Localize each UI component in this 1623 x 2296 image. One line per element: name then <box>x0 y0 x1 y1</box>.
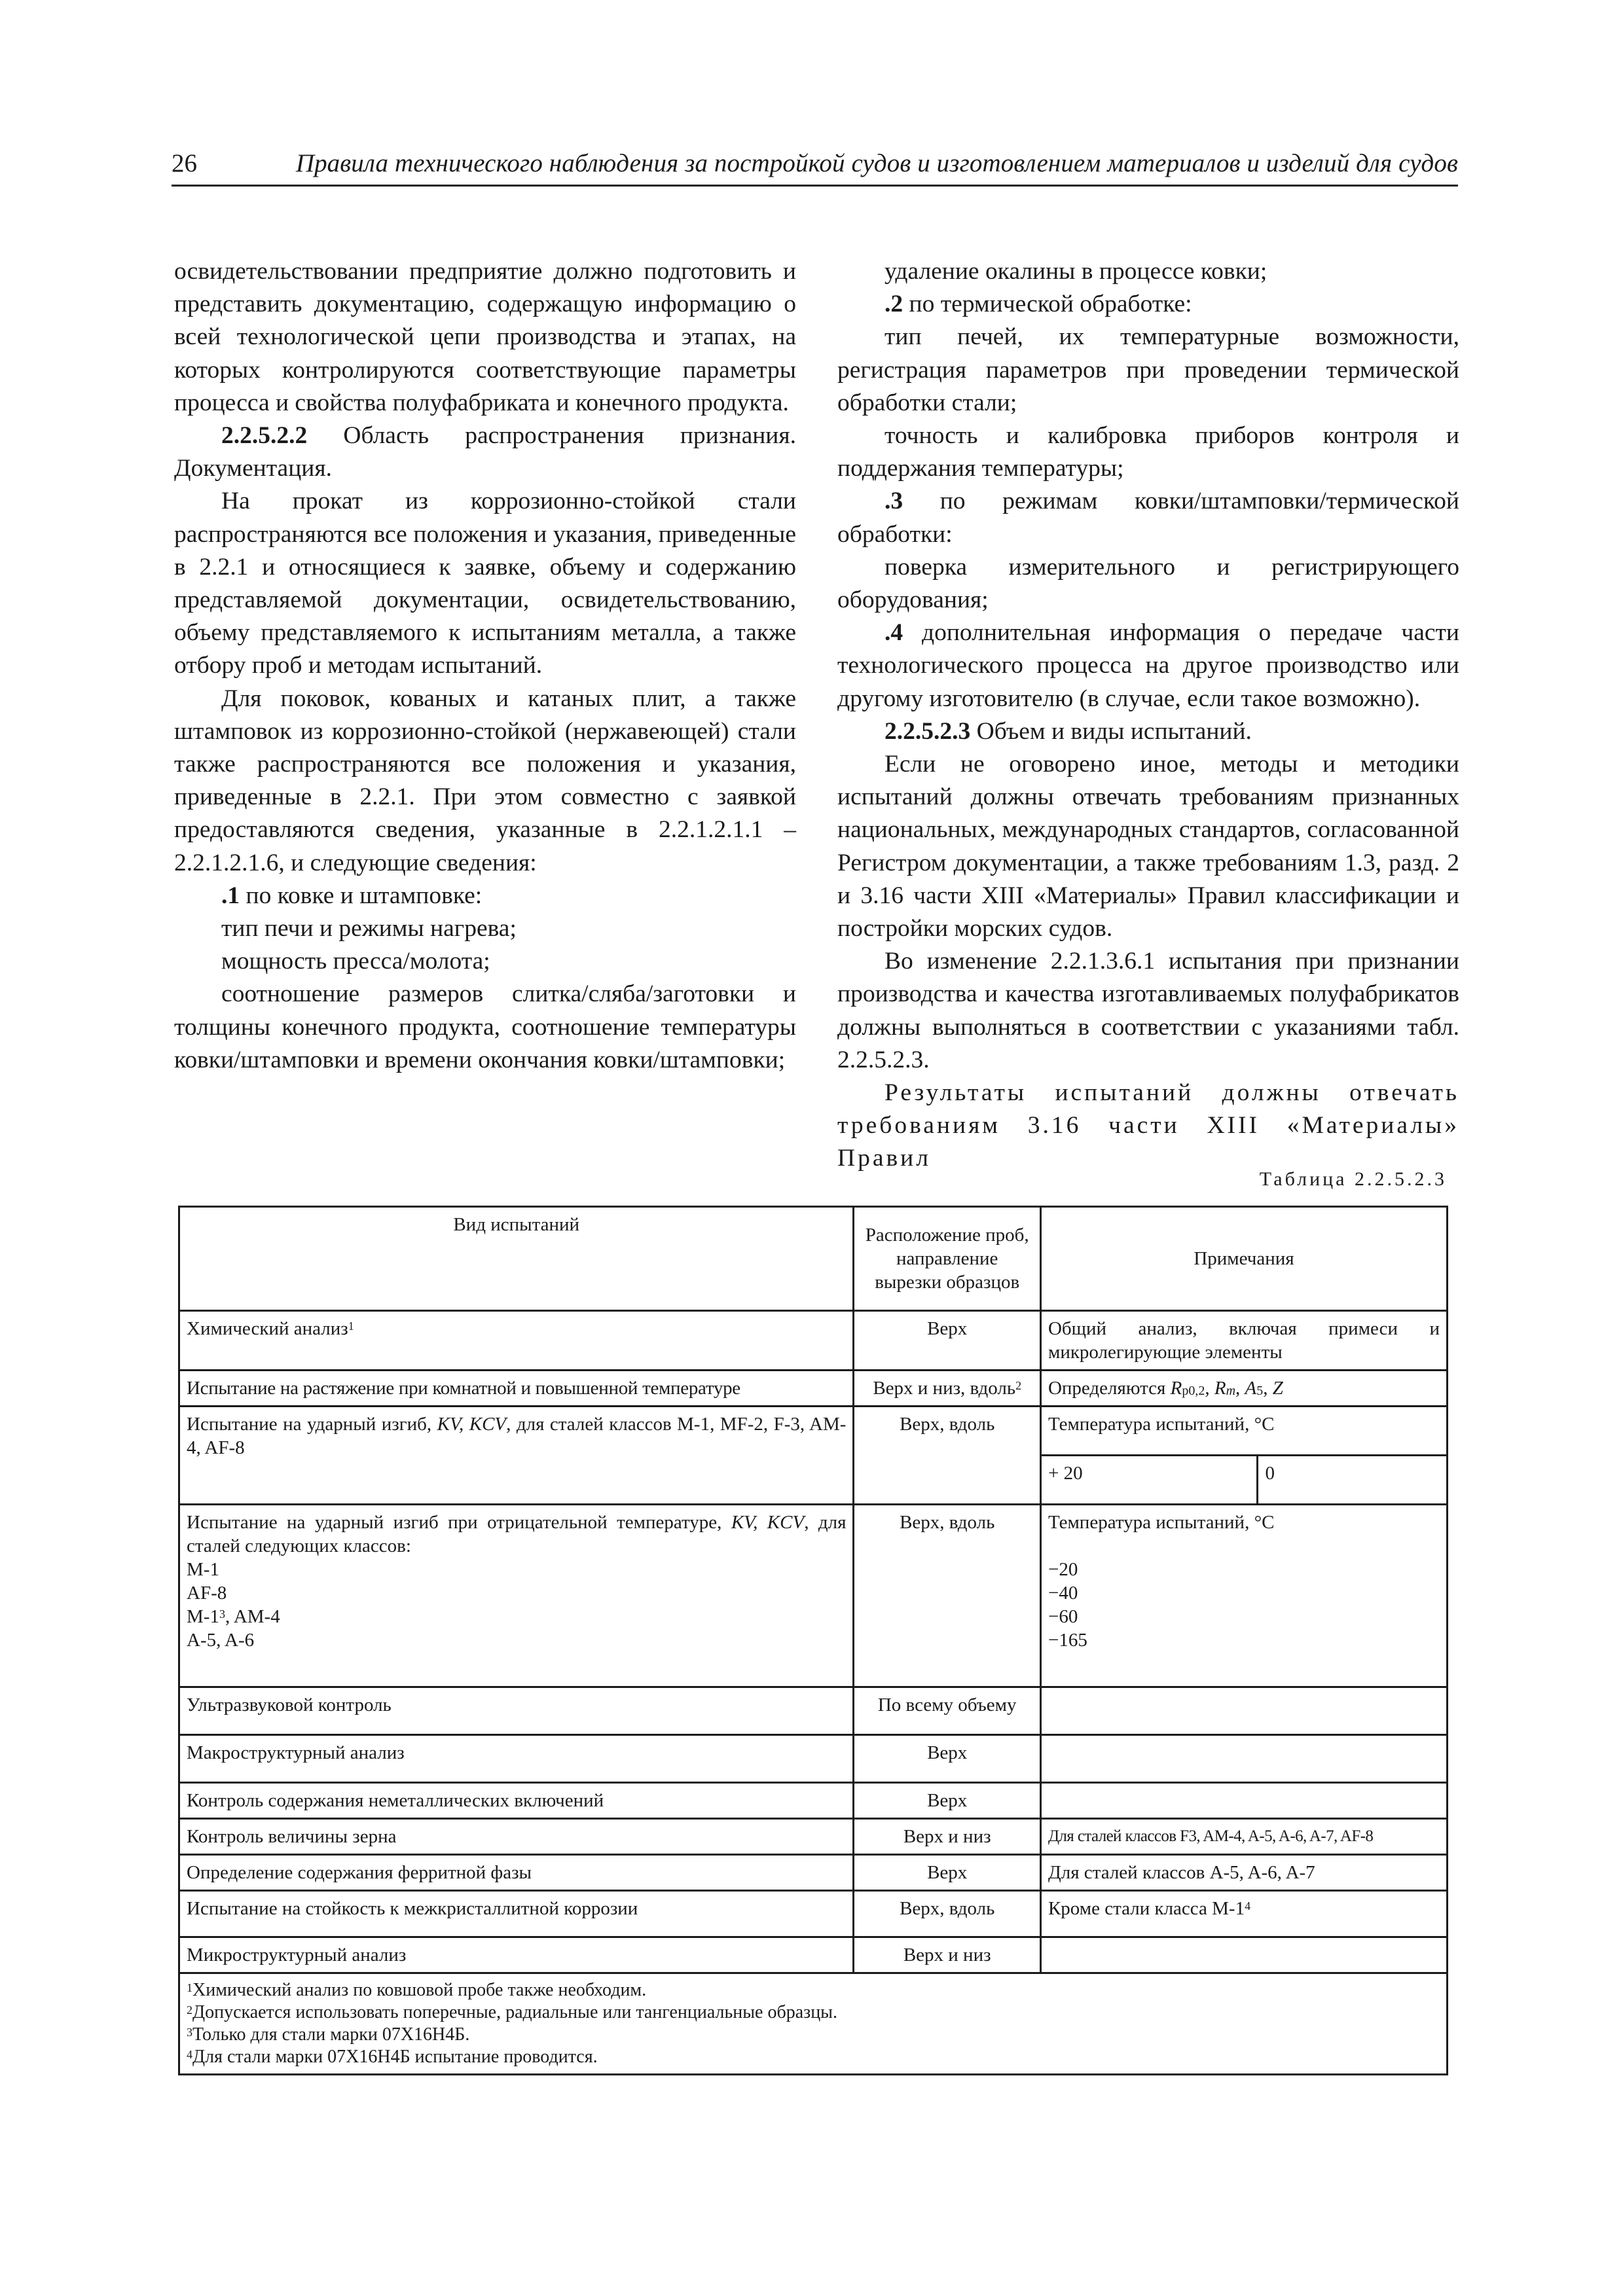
footnote-mark: 3 <box>187 2026 192 2039</box>
cell-test: Микроструктурный анализ <box>179 1937 854 1973</box>
paragraph: точность и калибровка приборов контроля и поддержания температуры; <box>837 422 1459 482</box>
class-text: , AM-4 <box>225 1606 280 1627</box>
tests-table <box>178 1206 1448 2075</box>
cell-test: Испытание на растяжение при комнатной и повышенной температуре <box>179 1371 854 1407</box>
cell-location: Верх <box>854 1855 1041 1891</box>
table-row <box>179 1819 1448 1855</box>
cell-note <box>1040 1505 1447 1687</box>
paragraph: удаление окалины в процессе ковки; <box>884 258 1267 285</box>
footnote <box>187 2046 1440 2068</box>
symbol-rp: R <box>1170 1378 1182 1399</box>
test-name: Испытание на ударный изгиб при отрицательной температуре, <box>187 1512 731 1533</box>
list-item <box>837 288 1459 321</box>
class-item: AF-8 <box>187 1583 227 1604</box>
symbol-sub: p0,2 <box>1182 1384 1205 1398</box>
temp-item: −165 <box>1048 1630 1087 1651</box>
section-title: Объем и виды испытаний. <box>970 717 1252 745</box>
note-text: Кроме стали класса M-1 <box>1048 1898 1245 1919</box>
cell-note <box>1040 1783 1447 1819</box>
paragraph: Во изменение 2.2.1.3.6.1 испытания при признании производства и качества изготавливаемых полуфабрикатов должны выполняться в соответствии с указаниями табл. 2.2.5.2.3. <box>837 948 1459 1073</box>
paragraph: освидетельствовании предприятие должно подготовить и представить документацию, содержащую информацию о всей технологической цепи производства и этапах, на которых контролируются соответствующие параметры процесса и свойства полуфабриката и конечного продукта. <box>174 258 796 416</box>
item-number: .4 <box>884 619 903 647</box>
class-text: M-1 <box>187 1606 219 1627</box>
class-item: A-5, A-6 <box>187 1630 255 1651</box>
footnote <box>187 1979 1440 2001</box>
footnote-ref: 1 <box>348 1319 354 1333</box>
left-column <box>174 255 796 1077</box>
test-name: , для сталей следующих классов: <box>187 1512 847 1556</box>
table-caption: Таблица 2.2.5.2.3 <box>1259 1168 1447 1190</box>
cell-note: Для сталей классов F3, AM-4, A-5, A-6, A-7, AF-8 <box>1040 1819 1447 1855</box>
table-row <box>179 1855 1448 1891</box>
table-row <box>179 1505 1448 1687</box>
cell-note <box>1040 1735 1447 1783</box>
paragraph: тип печи и режимы нагрева; <box>221 915 517 942</box>
class-item <box>187 1605 846 1628</box>
table-row <box>179 1311 1448 1371</box>
running-title: Правила технического наблюдения за постройкой судов и изготовлением материалов и изделий для судов <box>295 149 1458 177</box>
header-test-type: Вид испытаний <box>179 1207 854 1311</box>
footnote-text: Допускается использовать поперечные, радиальные или тангенциальные образцы. <box>192 2002 837 2022</box>
item-number: .3 <box>884 488 903 515</box>
cell-note <box>1040 1937 1447 1973</box>
cell-note: Для сталей классов A-5, A-6, A-7 <box>1040 1855 1447 1891</box>
paragraph: Если не оговорено иное, методы и методики испытаний должны отвечать требованиям признанных национальных, международных стандартов, согласованной Регистром документации, а также требованиям 1.3, разд. 2 и 3.16 части XIII «Материалы» Правил классификации и постройки морских судов. <box>837 751 1459 942</box>
test-name: , для сталей классов M-1, MF-2, F-3, AM-4, AF-8 <box>187 1414 847 1458</box>
footnote-ref: 2 <box>1015 1379 1022 1392</box>
cell-test: Ультразвуковой контроль <box>179 1687 854 1735</box>
header-location: Расположение проб, направление вырезки образцов <box>854 1207 1041 1311</box>
symbol-sub: 5 <box>1256 1384 1264 1398</box>
spacer <box>1048 1534 1440 1558</box>
note-text: Температура испытаний, °С <box>1048 1512 1275 1533</box>
footnote-text: Химический анализ по ковшовой пробе также необходим. <box>192 1980 647 2000</box>
temp-item: −60 <box>1048 1606 1078 1627</box>
paragraph: На прокат из коррозионно-стойкой стали распространяются все положения и указания, приведенные в 2.2.1 и относящиеся к заявке, объему и содержанию представляемой документации, освидетельствованию, объему представляемого к испытаниям металла, а также отбору проб и методам испытаний. <box>174 488 796 679</box>
table-row <box>179 1891 1448 1937</box>
cell-location: Верх, вдоль <box>854 1891 1041 1937</box>
symbol-kv: KV, KCV <box>731 1512 805 1533</box>
section-title: Область распространения признания. Документация. <box>174 422 796 482</box>
symbol-sub: m <box>1226 1384 1236 1398</box>
temp-item: −40 <box>1048 1583 1078 1604</box>
footnote-text: Для стали марки 07Х16Н4Б испытание проводится. <box>192 2047 598 2067</box>
cell-temp-1: + 20 <box>1040 1456 1257 1505</box>
table-row <box>179 1687 1448 1735</box>
section-number: 2.2.5.2.2 <box>221 422 308 450</box>
list-item <box>174 880 796 912</box>
paragraph: Для поковок, кованых и катаных плит, а также штамповок из коррозионно-стойкой (нержавеющей) стали также распространяются все положения и указания, приведенные в 2.2.1. При этом совместно с заявкой предоставляются сведения, указанные в 2.2.1.2.1.1 – 2.2.1.2.1.6, и следующие сведения: <box>174 685 796 876</box>
cell-test: Макроструктурный анализ <box>179 1735 854 1783</box>
header-notes: Примечания <box>1040 1207 1447 1311</box>
cell-note: Общий анализ, включая примеси и микролегирующие элементы <box>1040 1311 1447 1371</box>
cell-test <box>179 1407 854 1505</box>
item-text: дополнительная информация о передаче части технологического процесса на другое производство или другому изготовителю (в случае, если такое возможно). <box>837 619 1459 712</box>
cell-location: По всему объему <box>854 1687 1041 1735</box>
cell-temp-2: 0 <box>1258 1456 1448 1505</box>
paragraph <box>174 420 796 485</box>
footnote <box>187 2001 1440 2024</box>
item-text: по термической обработке: <box>903 291 1192 318</box>
cell-test <box>179 1311 854 1371</box>
cell-test: Определение содержания ферритной фазы <box>179 1855 854 1891</box>
cell-location: Верх <box>854 1783 1041 1819</box>
cell-test: Испытание на стойкость к межкристаллитной коррозии <box>179 1891 854 1937</box>
right-column <box>837 255 1459 1175</box>
symbol-rm: R <box>1214 1378 1226 1399</box>
item-number: .2 <box>884 291 903 318</box>
table-row <box>179 1371 1448 1407</box>
cell-location: Верх <box>854 1735 1041 1783</box>
list-item <box>837 617 1459 715</box>
cell-location <box>854 1371 1041 1407</box>
paragraph: мощность пресса/молота; <box>221 948 490 975</box>
footnote-ref: 3 <box>219 1607 225 1621</box>
cell-test: Контроль содержания неметаллических включений <box>179 1783 854 1819</box>
table-footnotes-row <box>179 1973 1448 2075</box>
paragraph: Результаты испытаний должны отвечать требованиям 3.16 части XIII «Материалы» Правил <box>837 1079 1459 1172</box>
cell-test: Контроль величины зерна <box>179 1819 854 1855</box>
footnote-mark: 4 <box>187 2048 192 2061</box>
cell-location: Верх <box>854 1311 1041 1371</box>
symbol-z: Z <box>1272 1378 1283 1399</box>
cell-note: Температура испытаний, °С <box>1040 1407 1447 1456</box>
note-text: Определяются <box>1048 1378 1171 1399</box>
test-name: Испытание на ударный изгиб, <box>187 1414 437 1435</box>
table-row <box>179 1937 1448 1973</box>
item-text: по ковке и штамповке: <box>240 882 483 909</box>
table-header-row <box>179 1207 1448 1311</box>
paragraph: тип печей, их температурные возможности, регистрация параметров при проведении термической обработки стали; <box>837 323 1459 416</box>
cell-location: Верх, вдоль <box>854 1407 1041 1505</box>
footnote-ref: 4 <box>1245 1899 1251 1912</box>
paragraph: поверка измерительного и регистрирующего оборудования; <box>837 553 1459 614</box>
cell-location: Верх и низ <box>854 1819 1041 1855</box>
table-row <box>179 1735 1448 1783</box>
page-number: 26 <box>172 149 197 177</box>
table-row <box>179 1783 1448 1819</box>
section-number: 2.2.5.2.3 <box>884 717 971 745</box>
footnote-mark: 1 <box>187 1981 192 1994</box>
cell-note <box>1040 1891 1447 1937</box>
item-text: по режимам ковки/штамповки/термической обработки: <box>837 488 1459 548</box>
item-number: .1 <box>221 882 240 909</box>
test-name: Химический анализ <box>187 1318 348 1339</box>
list-item <box>837 485 1459 550</box>
cell-location: Верх и низ <box>854 1937 1041 1973</box>
paragraph: соотношение размеров слитка/сляба/заготовки и толщины конечного продукта, соотношение температуры ковки/штамповки и времени окончания ковки/штамповки; <box>174 980 796 1073</box>
table-row <box>179 1407 1448 1456</box>
location-text: Верх и низ, вдоль <box>873 1378 1016 1399</box>
table-footnotes <box>179 1973 1448 2075</box>
cell-test <box>179 1505 854 1687</box>
symbol-kv: KV, KCV <box>437 1414 507 1435</box>
cell-note <box>1040 1687 1447 1735</box>
paragraph <box>837 715 1459 748</box>
temp-item: −20 <box>1048 1559 1078 1580</box>
cell-location: Верх, вдоль <box>854 1505 1041 1687</box>
footnote <box>187 2024 1440 2046</box>
footnote-mark: 2 <box>187 2003 192 2017</box>
class-item: M-1 <box>187 1559 219 1580</box>
cell-note: Определяются Rp0,2, Rm, A5, Z <box>1040 1371 1447 1407</box>
symbol-a: A <box>1245 1378 1257 1399</box>
footnote-text: Только для стали марки 07Х16Н4Б. <box>192 2024 470 2045</box>
page-header <box>172 145 1458 187</box>
